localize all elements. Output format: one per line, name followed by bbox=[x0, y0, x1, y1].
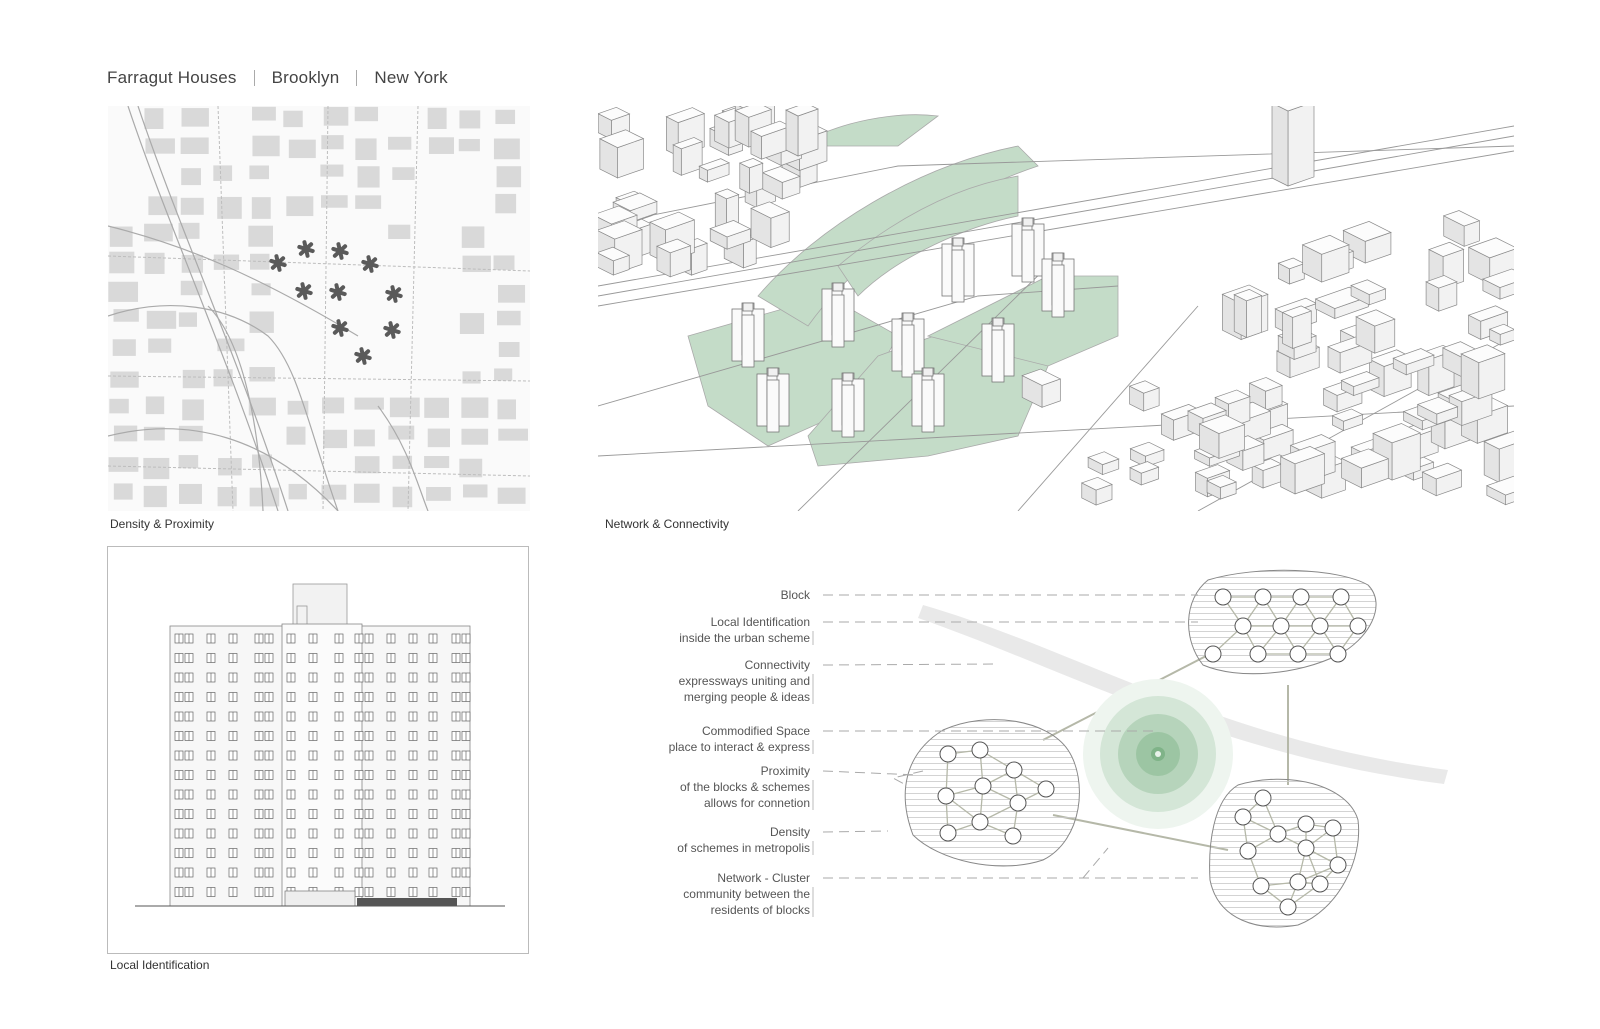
legend-detail: of the blocks & schemes bbox=[679, 780, 810, 794]
legend-detail: residents of blocks bbox=[710, 903, 810, 917]
legend-detail: of schemes in metropolis bbox=[677, 841, 810, 855]
elevation-caption: Local Identification bbox=[110, 958, 210, 972]
legend-title: Commodified Space bbox=[701, 724, 810, 738]
legend-title: Network - Cluster bbox=[717, 871, 810, 885]
legend-detail: allows for connetion bbox=[703, 796, 810, 810]
density-map bbox=[108, 106, 530, 511]
title-city: New York bbox=[374, 68, 448, 87]
title-borough: Brooklyn bbox=[271, 68, 340, 87]
legend-detail: expressways uniting and bbox=[678, 674, 810, 688]
building-elevation bbox=[107, 546, 529, 954]
legend-title: Connectivity bbox=[744, 658, 810, 672]
legend-detail: inside the urban scheme bbox=[679, 631, 810, 645]
legend-title: Density bbox=[769, 825, 810, 839]
axon-caption: Network & Connectivity bbox=[605, 517, 730, 531]
map-caption: Density & Proximity bbox=[110, 517, 215, 531]
block-left bbox=[905, 720, 1079, 866]
legend-detail: community between the bbox=[683, 887, 810, 901]
title-project: Farragut Houses bbox=[107, 68, 237, 87]
legend-detail: place to interact & express bbox=[668, 740, 810, 754]
title-separator bbox=[254, 70, 255, 86]
axonometric-view bbox=[598, 106, 1514, 511]
title-separator bbox=[356, 70, 357, 86]
block-top bbox=[1189, 570, 1376, 673]
legend-title: Block bbox=[780, 588, 810, 602]
legend-detail: merging people & ideas bbox=[683, 690, 810, 704]
block-right bbox=[1210, 779, 1359, 927]
legend-title: Local Identification bbox=[710, 615, 810, 629]
network-diagram bbox=[598, 560, 1498, 940]
legend-title: Proximity bbox=[760, 764, 810, 778]
commodified-space bbox=[1083, 679, 1233, 829]
page-title bbox=[107, 68, 448, 88]
